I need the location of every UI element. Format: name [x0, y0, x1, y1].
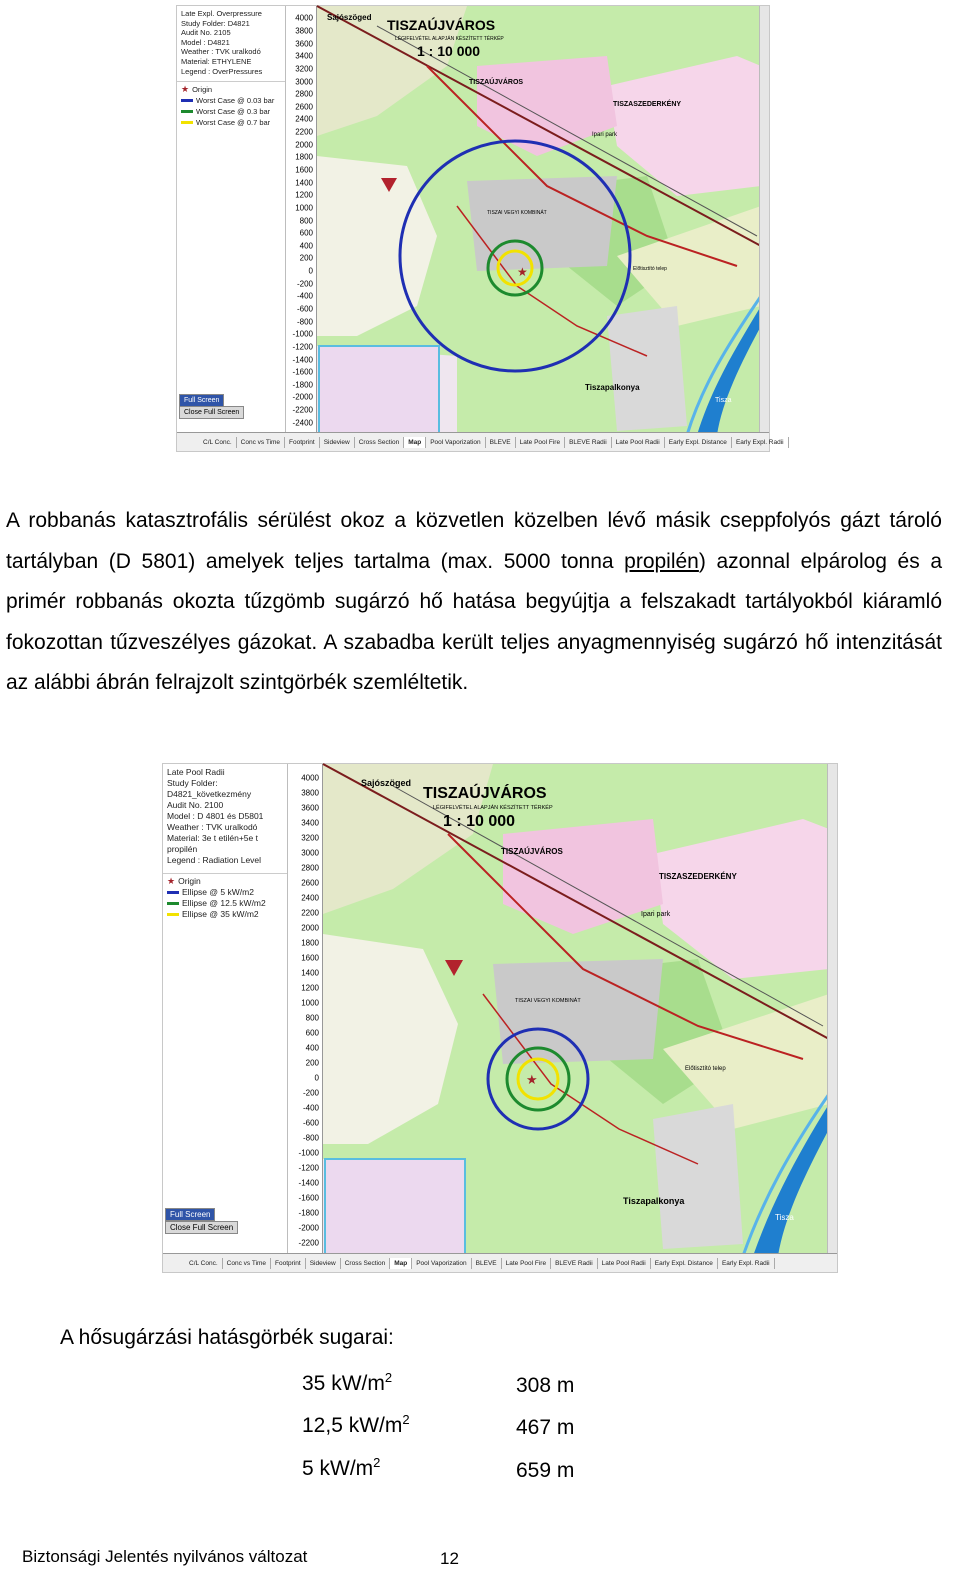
axis-tick-label: 0	[314, 1073, 319, 1082]
tab-c-l-conc-[interactable]: C/L Conc.	[199, 437, 237, 448]
axis-tick-label: 1600	[301, 953, 319, 962]
axis-tick-label: -400	[302, 1103, 319, 1112]
map-label-szederkeny: TISZASZEDERKÉNY	[659, 872, 737, 881]
map-label-tiszapalkonya: Tiszapalkonya	[623, 1196, 685, 1206]
axis-tick-label: 4000	[295, 13, 313, 23]
map-label-park: Ipari park	[592, 132, 618, 138]
axis-tick-label: 2400	[295, 114, 313, 124]
study-info: Late Pool Radii Study Folder: D4821_következmény Audit No. 2100 Model : D 4801 és D5801 Weather : TVK uralkodó Material: 3e t etilén+5e t propilén Legend : Radiation Level	[167, 767, 264, 865]
axis-tick-label: 3600	[295, 39, 313, 49]
tab-sideview[interactable]: Sideview	[320, 437, 355, 448]
axis-tick-label: 400	[299, 241, 313, 251]
axis-tick-label: 3000	[295, 77, 313, 86]
map-label-szederkeny: TISZASZEDERKÉNY	[613, 101, 682, 108]
axis-tick-label: -1800	[292, 380, 313, 390]
axis-tick-label: 2200	[295, 127, 313, 137]
axis-tick-label: 3000	[301, 848, 319, 857]
vertical-scrollbar[interactable]	[827, 764, 837, 1254]
tab-cross-section[interactable]: Cross Section	[341, 1258, 390, 1269]
map-label-park: Ipari park	[641, 911, 671, 918]
map-label-city: TISZAÚJVÁROS	[469, 79, 524, 86]
axis-tick-label: 1400	[295, 178, 313, 188]
tab-late-pool-radii[interactable]: Late Pool Radii	[598, 1258, 651, 1269]
y-axis	[286, 6, 317, 433]
axis-tick-label: -1600	[292, 367, 313, 377]
map-label-tisza: Tisza	[715, 397, 732, 404]
axis-tick-label: -800	[302, 1133, 319, 1142]
tab-conc-vs-time[interactable]: Conc vs Time	[223, 1258, 271, 1269]
axis-tick-label: 2800	[295, 89, 313, 99]
axis-tick-label: -200	[302, 1088, 319, 1097]
tab-bar	[163, 1253, 837, 1272]
radii-title: A hősugárzási hatásgörbék sugarai:	[60, 1326, 394, 1349]
tab-conc-vs-time[interactable]: Conc vs Time	[237, 437, 285, 448]
axis-tick-label: -600	[302, 1118, 319, 1127]
axis-tick-label: 3400	[301, 818, 319, 827]
tab-early-expl-distance[interactable]: Early Expl. Distance	[665, 437, 732, 448]
tab-map[interactable]: Map	[404, 437, 426, 448]
axis-tick-label: 2000	[301, 923, 319, 932]
legend-item: ★ Origin	[167, 876, 201, 886]
y-axis	[288, 764, 323, 1254]
axis-tick-label: 3800	[301, 788, 319, 797]
axis-tick-label: -1800	[298, 1208, 319, 1217]
axis-tick-label: 600	[305, 1028, 319, 1037]
legend-swatch	[167, 902, 179, 905]
axis-tick-label: 1200	[295, 190, 313, 200]
map-drawing	[323, 764, 829, 1256]
axis-tick-label: -1400	[292, 355, 313, 364]
legend	[163, 873, 287, 920]
legend-swatch	[181, 110, 193, 113]
axis-tick-label: 600	[299, 228, 313, 238]
axis-tick-label: 1400	[301, 968, 319, 977]
axis-tick-label: -1200	[292, 342, 313, 352]
axis-tick-label: -1200	[298, 1163, 319, 1172]
axis-tick-label: 1000	[301, 998, 319, 1007]
radii-value: 659 m	[516, 1459, 575, 1482]
tab-late-pool-radii[interactable]: Late Pool Radii	[612, 437, 665, 448]
axis-tick-label: 1000	[295, 203, 313, 213]
full-screen-button[interactable]: Full Screen	[165, 1208, 215, 1221]
legend-item: Ellipse @ 5 kW/m2	[163, 887, 287, 898]
axis-tick-label: 3600	[301, 803, 319, 812]
map-label-kombinat: TISZAI VEGYI KOMBINÁT	[515, 998, 581, 1004]
axis-tick-label: -2200	[292, 405, 313, 415]
close-full-screen-button[interactable]: Close Full Screen	[165, 1221, 238, 1234]
origin-star-icon: ★	[526, 1073, 538, 1088]
page-number: 12	[440, 1549, 459, 1568]
map-title: TISZAÚJVÁROS	[387, 17, 496, 33]
legend-swatch	[167, 891, 179, 894]
axis-tick-label: 200	[299, 253, 313, 263]
propilen-link[interactable]: propilén	[624, 549, 699, 573]
vertical-scrollbar[interactable]	[759, 6, 769, 433]
tab-early-expl-distance[interactable]: Early Expl. Distance	[651, 1258, 718, 1269]
axis-tick-label: 2600	[295, 102, 313, 112]
radii-value: 467 m	[516, 1416, 575, 1439]
tab-pool-vaporization[interactable]: Pool Vaporization	[426, 437, 485, 448]
map-label-elotisztito: Előtisztító telep	[685, 1066, 726, 1072]
close-full-screen-button[interactable]: Close Full Screen	[179, 406, 244, 419]
axis-tick-label: -600	[296, 304, 313, 314]
study-info: Late Expl. Overpressure Study Folder: D4821 Audit No. 2105 Model : D4821 Weather : TVK uralkodó Material: ETHYLENE Legend : OverPressures	[181, 9, 263, 76]
map-title: TISZAÚJVÁROS	[423, 785, 547, 802]
axis-tick-label: -2000	[292, 392, 313, 402]
tab-sideview[interactable]: Sideview	[306, 1258, 341, 1269]
tab-c-l-conc-[interactable]: C/L Conc.	[185, 1258, 223, 1269]
axis-tick-label: 1200	[301, 983, 319, 992]
axis-tick-label: 200	[305, 1058, 319, 1067]
tab-late-pool-fire[interactable]: Late Pool Fire	[516, 437, 565, 448]
axis-tick-label: -2400	[292, 418, 313, 428]
full-screen-button[interactable]: Full Screen	[179, 394, 224, 407]
legend-item: Worst Case @ 0.03 bar	[177, 95, 285, 106]
axis-tick-label: 2800	[301, 863, 319, 872]
footer-text: Biztonsági Jelentés nyilvános változat	[22, 1547, 308, 1566]
star-icon: ★	[167, 876, 176, 886]
tab-late-pool-fire[interactable]: Late Pool Fire	[502, 1258, 551, 1269]
body-paragraph: A robbanás katasztrofális sérülést okoz a közvetlen közelben lévő másik cseppfolyós gázt tároló tartályban (D 5801) amelyek teljes tartalma (max. 5000 tonna propilén) azonnal elpárolog és a primér robbanás okozta tűzgömb sugárzó hő hatása begyújtja a felszakadt tartályokból kiáramló fokozottan tűzveszélyes gázokat. A szabadba került teljes anyagmennyiség sugárzó hő intenzitását az alábbi ábrán felrajzolt szintgörbék szemléltetik.	[6, 509, 942, 694]
tab-footprint[interactable]: Footprint	[285, 437, 320, 448]
legend-swatch	[181, 121, 193, 124]
axis-tick-label: 3200	[295, 64, 313, 74]
legend-item: Ellipse @ 35 kW/m2	[163, 909, 287, 920]
map-label-kombinat: TISZAI VEGYI KOMBINÁT	[487, 210, 547, 216]
legend-item: Worst Case @ 0.7 bar	[177, 117, 285, 128]
map-subtitle: LÉGIFELVÉTEL ALAPJÁN KÉSZÍTETT TÉRKÉP	[395, 36, 504, 42]
map-label-tisza: Tisza	[775, 1213, 794, 1222]
map-label-elotisztito: Előtisztító telep	[633, 266, 667, 272]
map-view[interactable]	[317, 6, 759, 433]
tab-footprint[interactable]: Footprint	[271, 1258, 306, 1269]
map-label-sajo: Sajószöged	[361, 778, 412, 788]
axis-tick-label: 400	[305, 1043, 319, 1052]
axis-tick-label: -400	[296, 291, 313, 301]
map-scale: 1 : 10 000	[417, 43, 481, 59]
axis-tick-label: 0	[308, 266, 313, 276]
origin-star-icon: ★	[517, 265, 528, 279]
legend	[177, 81, 285, 128]
info-panel	[177, 6, 286, 433]
tab-bleve-radii[interactable]: BLEVE Radii	[565, 437, 612, 448]
map-label-tiszapalkonya: Tiszapalkonya	[585, 383, 640, 392]
legend-item: Worst Case @ 0.3 bar	[177, 106, 285, 117]
star-icon: ★	[181, 84, 190, 95]
axis-tick-label: -1600	[298, 1193, 319, 1202]
tab-bar	[177, 432, 784, 451]
radiation-map-screenshot	[162, 763, 838, 1273]
axis-tick-label: 800	[299, 216, 313, 225]
radii-level: 5 $kW/m^2$	[302, 1455, 381, 1480]
axis-tick-label: 2000	[295, 140, 313, 150]
axis-tick-label: -1000	[298, 1148, 319, 1157]
tab-early-expl-radii[interactable]: Early Expl. Radii	[732, 437, 789, 448]
tab-pool-vaporization[interactable]: Pool Vaporization	[412, 1258, 471, 1269]
axis-tick-label: 1600	[295, 165, 313, 175]
axis-tick-label: 2600	[301, 878, 319, 887]
tab-bleve-radii[interactable]: BLEVE Radii	[551, 1258, 598, 1269]
legend-item: Ellipse @ 12.5 kW/m2	[163, 898, 287, 909]
map-label-sajo: Sajószöged	[327, 13, 372, 22]
radii-level: 12,5 $kW/m^2$	[302, 1412, 410, 1437]
axis-tick-label: 1800	[295, 152, 313, 162]
explosion-map-screenshot	[176, 5, 784, 452]
tab-bleve[interactable]: BLEVE	[472, 1258, 502, 1269]
map-label-city: TISZAÚJVÁROS	[501, 847, 563, 856]
axis-tick-label: 2200	[301, 908, 319, 917]
legend-item: ★ Origin	[181, 84, 213, 95]
tab-cross-section[interactable]: Cross Section	[355, 437, 404, 448]
info-panel	[163, 764, 288, 1254]
map-drawing	[317, 6, 761, 435]
radii-value: 308 m	[516, 1374, 575, 1397]
map-view[interactable]	[323, 764, 827, 1254]
radii-level: 35 $kW/m^2$	[302, 1370, 393, 1395]
axis-tick-label: -800	[296, 317, 313, 327]
tab-early-expl-radii[interactable]: Early Expl. Radii	[718, 1258, 775, 1269]
axis-tick-label: -2000	[298, 1223, 319, 1232]
map-scale: 1 : 10 000	[443, 813, 516, 830]
axis-tick-label: 3400	[295, 51, 313, 61]
axis-tick-label: -200	[296, 279, 313, 289]
axis-tick-label: 2400	[301, 893, 319, 902]
axis-tick-label: 1800	[301, 938, 319, 947]
tab-bleve[interactable]: BLEVE	[486, 437, 516, 448]
axis-tick-label: -2200	[298, 1238, 319, 1247]
axis-tick-label: -1400	[298, 1178, 319, 1187]
map-subtitle: LÉGIFELVÉTEL ALAPJÁN KÉSZÍTETT TÉRKÉP	[433, 805, 553, 811]
axis-tick-label: -1000	[292, 329, 313, 339]
legend-swatch	[181, 99, 193, 102]
axis-tick-label: 4000	[301, 773, 319, 782]
legend-swatch	[167, 913, 179, 916]
tab-map[interactable]: Map	[390, 1258, 412, 1269]
axis-tick-label: 3200	[301, 833, 319, 842]
axis-tick-label: 800	[305, 1013, 319, 1022]
axis-tick-label: 3800	[295, 26, 313, 36]
